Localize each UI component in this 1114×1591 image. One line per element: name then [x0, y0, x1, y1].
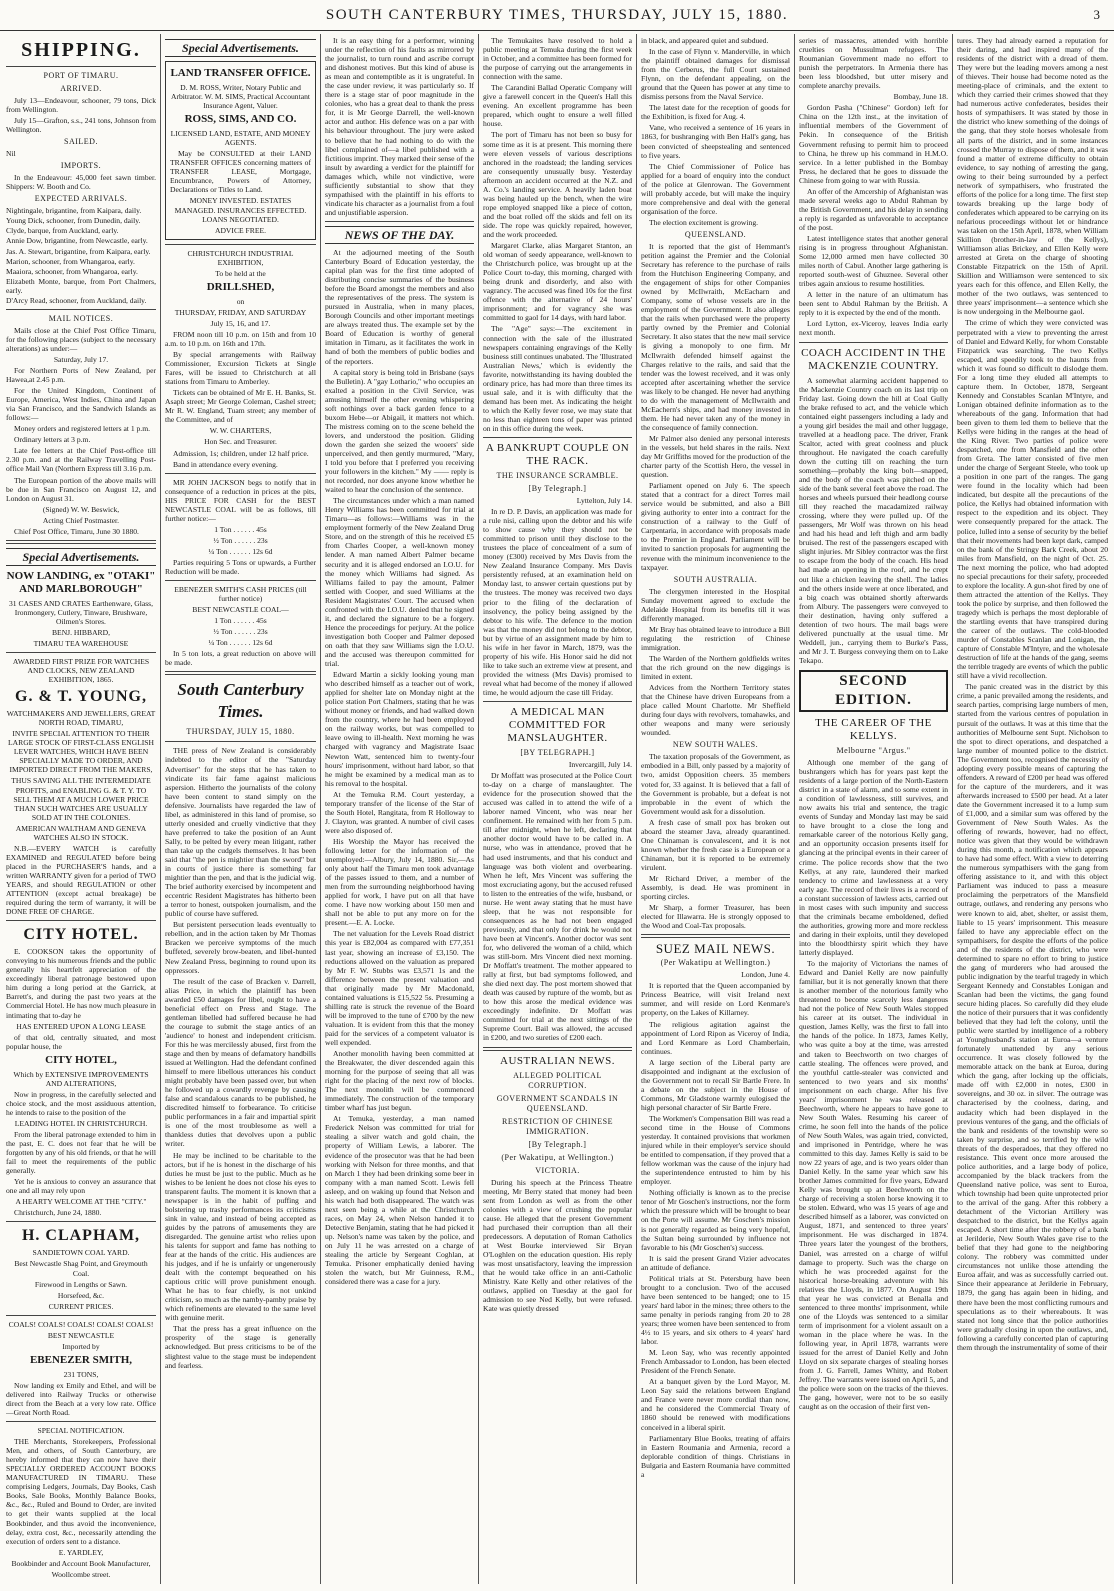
article-heading: SUEZ MAIL NEWS. [655, 941, 776, 957]
ad-text: Band in attendance every evening. [173, 459, 278, 469]
price-row: ¼ Ton . . . . . . 12s 6d [208, 638, 273, 648]
mail-text: Ordinary letters at 3 p.m. [14, 435, 91, 445]
article-text: The religious agitation against the appointment of Lord Ripon as Viceroy of India, and Lord Kenmare as Lord Chamberlain, continues. [641, 1019, 790, 1056]
dateline: Invercargill, July 14. [568, 760, 632, 770]
editorial-text: It is an easy thing for a performer, winning under the reflection of his faults as mirrored by the journalist, to turn round and ascribe corrupt and dishonest motives. But this kind of abuse is as mean and contemptible as it is ungrateful. In the case under review, it was particularly so. If there is a stage star of poor magnitude in the colonies, who has a great deal to thank the press for, it is Mr George Darrell, the well-known actor and author. His defence was on a par with his behaviour throughout. The jury were asked to believe that he had nothing to do with the libel complained of—a libel published with a fictitious imprint. They marked their sense of the insult by awarding a verdict for the plaintiff for damages which, while not vindictive, were sufficiently substantial to show that they sympathised with the plaintiff in his efforts to vindicate his character as a journalist from a foul and unjustifiable aspersion. [325, 36, 474, 217]
ad-text: May be CONSULTED at their LAND TRANSFER OFFICES concerning matters of TRANSFER LEASE, Mortgage, Encumbrance, Powers of Attorney, Declarations or Titles to Land. [170, 149, 311, 195]
expected-label: EXPECTED ARRIVALS. [34, 194, 128, 204]
article-text: Mr Sharp, a former Treasurer, has been elected for Illawarra. He is strongly opposed to the Wood and Coal-Tax proposals. [641, 903, 790, 931]
ad-text: on [236, 296, 245, 306]
mail-signature: Chief Post Office, Timaru, June 30 1880. [14, 526, 139, 536]
land-transfer-ad [165, 61, 316, 240]
editorial-text: THE press of New Zealand is considerably indebted to the editor of the "Saturday Advertiser" for the steps that he has taken to vindicate its fair fame against malicious aspersion. Hitherto the journalists of the colony have been content to stand simply on the defensive. Journalists have regarded the law of libel, as administered in this land of promise, so utterly onesided and cruelly vindictive that they have preferred to take the position of an Aunt Sally, to be pelted by every mean litigant, rather than take up the cudgels themselves. It has been said that "the pen is mightier than the sword" but in courts of justice there is something far mightier than the pen, and that is the judicial wig. The brief authority exercised by incompetent and eccentric Resident Magistrates has hitherto been a terror to honest, outspoken journalism, and the public of course have suffered. [165, 746, 316, 919]
ad-text: WATCHMAKERS AND JEWELLERS, GREAT NORTH ROAD, TIMARU, [6, 709, 156, 728]
divider [165, 580, 316, 581]
article-text: The Chief Commissioner of Police has applied for a board of enquiry into the conduct of the police at Glenrowan. The Government will probably accede, but will make the inquiry more comprehensive and deal with the general organisation of the force. [641, 161, 790, 216]
expected-entry: Marion, schooner, from Whangaroa, early. [6, 256, 135, 266]
sailed-entry: Nil [6, 149, 16, 159]
article-text: Although one member of the gang of bushrangers which has for years past kept the residents of a large portion of the North-Eastern district in a state of alarm, and to some extent in a condition of lawlessness, still survives, and now awaits his trial and sentence, the tragic events of Sunday and Monday last may be said to have brought to a close the long and remarkable career of the notorious Kelly gang, and an opportunity occasion presents itself for glancing at the principal events in their career of crime. The police records show that the two Kellys, at any rate, laundered their marked tendency to crime and lawlessness at a very early age. The record of their lives is a record of a constant succession of lawless acts, carried out in most cases with such impunity and success that the criminals became emboldened, defied the authorities, growing more and more reckless and daring in their exploits, until they developed into the bloodthirsty spirit which they have latterly displayed. [799, 758, 948, 957]
column-rule [636, 34, 637, 1584]
mail-text: Late fee letters at the Chief Post-office till 2.30 p.m. and at the Railway Travelling Post-office Mail Van (Northern Express till 3.16 p.m. [6, 446, 156, 474]
expected-entry: D'Arcy Read, schooner, from Auckland, daily. [6, 295, 147, 305]
ad-date: Christchurch, June 24, 1880. [14, 1208, 102, 1218]
news-item: The Carandini Ballad Operatic Company will give a farewell concert in the Queen's Hall this evening. An excellent programme has been prepared, which ought to ensure a well filled house. [483, 83, 632, 129]
ad-signature: TIMARU TEA WAREHOUSE [33, 638, 129, 648]
ad-name: EBENEZER SMITH, [29, 1353, 133, 1366]
ad-text: N.B.—EVERY WATCH is carefully EXAMINED and REGULATED before being placed in the PURCHASER'S hands, and a written WARRANTY given for a period of TWO YEARS, and should REGULATION or other ATTENTION (except actual breakage) be required during the term of warranty, it will be DONE FREE OF CHARGE. [6, 843, 156, 917]
ad-text: Which by EXTENSIVE IMPROVEMENTS AND ALTERATIONS, [13, 1069, 149, 1088]
expected-entry: Elizabeth Monte, barque, from Port Chalmers, early. [6, 276, 156, 295]
news-item: The Temukaites have resolved to hold a public meeting at Temuka during the first week in October, and a committee has been formed for the purpose of carrying out the arrangements in connection with the same. [483, 36, 632, 82]
news-item: The port of Timaru has not been so busy for some time as it is at present. This morning there were eleven vessels of various descriptions anchored in the roadstead; the landing services are consequently unusually busy. Yesterday afternoon an accident occurred at the N.Z. and A. Co.'s landing service. A heavily laden boat was being hauled up the bench, when the wire rope employed snapped like a piece of cotton, and the boat rolled off the skids and fell on its side. The rope was quickly repaired, however, and the work proceeded. [483, 130, 632, 239]
expected-entry: Young Dick, schooner, from Dunedin, daily. [6, 216, 141, 226]
ad-title: COALS! COALS! COALS! COALS! COALS! [8, 1319, 154, 1329]
ad-text: 31 CASES AND CRATES Earthenware, Glass, Ironmongery, Cutlery, Tinware, Brushware, Oilmen's Stores. [8, 598, 154, 626]
editorial-text: He may be inclined to be charitable to the actors, but if he is honest in the discharge of his duties he must be just to the public. Much as he wishes to be lenient he does not close his eyes to transparent faults. The moment it is known that a newspaper is in the habit of puffing and bolstering up trashy performances its criticisms sink in value, and instead of being accepted as guides by the patrons of amusements they are disregarded. The genuine artist who relies upon his talents for support and fame has nothing to fear at the hands of the critic. His audiences are his judges, and if he is unfairly or ungenerously dealt with the contempt bequeathed on his captious critic will prove punishment enough. What he has to fear chiefly, is not unkind criticism, so much as the namby-pamby praise by which refinements are elevated to the same level with genuine merit. [165, 1150, 316, 1323]
article-text: Mr Richard Driver, a member of the Assembly, is dead. He was prominent in sporting circles. [641, 873, 790, 902]
divider [6, 66, 156, 67]
article-text: The panic created was in the district by this crime, a panic prevailed among the residents, and search parties, comprising large numbers of men, started from the various centres of population in pursuit of the outlaws. It was at this time that the authorities of Melbourne sent Supt. Nicholson to the spot to direct operations, and despatched a large number of mounted police to the district. The Government too, recognised the necessity of adopting every possible means of capturing the offenders. A reward of £200 per head was offered for the capture of the murderers, and it was afterwards increased to £500 per head. At a later date the Government increased it to a lump sum of £1,000, and a similar sum was offered by the Government of New South Wales. As the offering of rewards, however, had no effect, notice was given that they would be withdrawn during this month, a notification which appears to have had some effect. With a view to deterring the numerous sympathisers with the gang from offering assistance to it, and with this object Parliament was induced to pass a measure proclaiming the perpetrators of the Mansfield outrage, outlaws, and rendering any persons who were known to aid, abet, shelter, or assist them, liable to 15 years' imprisonment. This measure failed to have any appreciable effect on the sympathisers, for despite the efforts of the police and of the residents of the district, who were determined to spare no effort to bring to justice the gang of murderers who had aroused the public indignation by the tearful tragedy in which Sergeant Kennedy and Constables Lonigan and Scanlan had been the victims, the gang found secure hiding places. So carefully did they elude the notice of their pursuers that it was confidently believed that they had left the colony, until the public were startled by intelligence of a robbery at Younghusband's station at Euroa—a venture fortunately unattended by any serious occurrence. It was closely followed by the memorable attack on the bank at Euroa, during which the gang, after locking up the officials, made off with £2,000 in notes, £300 in sovereigns, and 30 oz. in silver. The outrage was characterised by the coolness, daring, and audacity which had been displayed in the previous ventures of the gang, and the officials of the bank and residents of the township were so taken by surprise, and so terrified by the wild threats of the desperadoes, that they offered no resistance. This event once more aroused the police authorities, and a large body of police, accompanied by the black trackers from the Queensland native police, was sent to Euroa, which township had been quite unprotected prior to the arrival of the gang. After this robbery a detachment of the Victorian Artillery was despatched to the district, but the Kellys again escaped. A short time after the robbery of a bank at Jerilderie, New South Wales gave rise to the belief that they had gone to the neighboring colony. The robbery was committed under circumstances not unlike those attending the Euroa affair, and was as successfully carried out. Since their appearance at Jerilderie in February, 1879, the gang has again been in hiding, and there have been the most conflicting rumours and speculations as to their whereabouts. It was stated not long since that the police authorities were gradually closing in upon the outlaws, and, following a carefully concerted plan of capturing them through the instrumentality of some of their [957, 682, 1108, 1352]
article-subheading: RESTRICTION OF CHINESE IMMIGRATION. [501, 1116, 613, 1136]
ad-text: By special arrangements with Railway Commissioner, Excursion Tickets at Single Fares, will be issued to Christchurch at all stations from Timaru to Amberley. [165, 350, 316, 387]
ad-text: DRILLSHED, [206, 280, 275, 293]
article-text: A large section of the Liberal party are disappointed and indignant at the exclusion of the Government not to recall Sir Bartle Frere. In a debate on the subject in the House of Commons, Mr Gladstone warmly eulogised the high personal character of Sir Bartle Frere. [641, 1057, 790, 1112]
news-item: The circumstances under which a man named Henry Williams has been committed for trial at Timaru—as follows:—Williams was in the employment formerly of the New Zealand Drug Store, and on the strength of this he received £5 from Charles Cooper, a well-known money lender. A man named Albert Palmer became security and it is alleged endorsed an I.O.U. for the money which Williams had signed. As Williams failed to pay the amount, Palmer settled with Cooper, and sued Williams at the Resident Magistrates' Court. The accused when confronted with the I.O.U. denied that he signed it, and declared the signature to be a forgery. Hence the proceedings for perjury. At the police investigation both Cooper and Palmer deposed on oath that they saw Williams sign the I.O.U. and the accused was thereupon committed for trial. [325, 496, 474, 669]
news-item: At the adjourned meeting of the South Canterbury Board of Education yesterday, the capital plan was for the first time adopted of distributing concise summaries of the business before the Board amongst the members and also the representatives of the press. The system is pursued in Australia, when in many places, Borough Councils and other important meetings are always treated thus. The example set by the Board of Education is worthy of general imitation in Timaru, as it facilitates the work in hand of both the members of public bodies and of the reporters. [325, 247, 474, 366]
ad-text: LICENSED LAND, ESTATE, AND MONEY AGENTS. [170, 129, 311, 148]
article-text: A fresh case of small pox has broken out aboard the steamer Java, already quarantined. One Chinaman is convalescent, and it is not known whether the fresh case is a European or a Chinaman, but it is reported to be extremely virulent. [641, 817, 790, 872]
expected-entry: Maaiora, schooner, from Whangaroa, early. [6, 266, 138, 276]
ad-signature: Hon Sec. and Treasurer. [204, 437, 277, 447]
section-heading: QUEENSLAND. [684, 229, 747, 239]
article-text: Dr Moffatt was prosecuted at the Police Court to-day on a charge of manslaughter. The evidence for the prosecution showed that the accused was called in to attend the wife of a laborer named Vincent, who was near her confinement. He remained with her from 5 p.m. till after midnight, when he left, declaring that another doctor would have to be called in. A nurse, who was in attendance, proved that he had used instruments, and that his conduct and language was both violent and overbearing. When he left, Mrs Vincent was suffering the most excruciating agony, but the accused refused to listen to the entreaties of the wife, husband, or nurse. He went away stating that he must have sleep, that he was not responsible for consequences as he had not been engaged previously, and that only for drink he would not have been at Vincent's. Another doctor was sent for, who delivered the woman of a child, which was still-born. Mrs Vincent died next morning. Dr Moffatt's treatment. The mother appeared to rally at first, but bad symptoms followed, and she died next day. The post mortem showed that death was caused by rupture of the womb, but as to how this arose the medical evidence was exceedingly indefinite. Dr Moffatt was committed for trial at the next sittings of the Supreme Court. Bail was allowed, the accused in £200, and two sureties of £200 each. [483, 771, 632, 1043]
expected-entry: Annie Dow, brigantine, from Newcastle, early. [6, 236, 148, 246]
ad-text: Tickets can be obtained of Mr E. H. Banks, St. Asaph street; Mr George Coleman, Cashel street; Mr R. W. England, Tuam street; any member of the Committee, and of [165, 388, 316, 425]
article-text: An offer of the Amcership of Afghanistan was made several weeks ago to Abdul Rahman by the British Government, and his delay in sending a reply is regarded as unfavorable to acceptance of the post. [799, 186, 948, 232]
ad-text: BEST NEWCASTLE [47, 1330, 115, 1340]
article-heading: COACH ACCIDENT IN THE MACKENZIE COUNTRY. [801, 346, 946, 372]
mail-text: The European portion of the above mails will be due in San Francisco on August 12, and London on August 31. [6, 475, 156, 503]
article-text: The election excitement is growing. [649, 217, 759, 227]
ad-title: SPECIAL NOTIFICATION. [37, 1426, 125, 1436]
source-note: Melbourne "Argus." [836, 746, 911, 755]
price-row: ½ Ton . . . . . . 23s [213, 535, 268, 545]
column-2 [165, 36, 316, 1584]
column-rule [478, 34, 479, 1584]
ad-text: Yet he is anxious to convey an assurance that one and all may rely upon [6, 1177, 156, 1196]
section-heading: VICTORIA. [535, 1165, 580, 1175]
ad-text: BEST NEWCASTLE COAL— [192, 605, 289, 615]
divider [165, 741, 316, 742]
mail-text: For Northern Ports of New Zealand, per Hawea,at 2.45 p.m. [6, 365, 156, 385]
divider [325, 221, 474, 222]
ad-text: In 5 ton lots, a great reduction on above will be made. [165, 649, 316, 668]
article-text: The crime of which they were convicted was perpetrated with a view to preventing the arrest of Daniel and Edward Kelly, for whom Constable Fitzpatrick was searching. The two Kellys escaped, and speedily took to the haunts from which it was found so difficult to dislodge them. For a long time they eluded all attempts to capture them. In October, 1878, Sergeant Kennedy and Constables Scanlan M'Intyre, and Lonigan obtained definite information as to the whereabouts of the gang. Information that had been given to them led them to believe that the Kellys were hiding in the ranges at the head of the King River. Two parties of police were despatched, one from Mansfield and the other from Greta. The latter consisted of five men under the charge of Sergeant Steele, who took up a position in one part of the ranges. The gang were found in the locality which had been indicated, but despite all the precautions of the police, the Kellys had obtained information with respect to the expedition and its object. They were consequently prepared for the attack. The police, lulled into a sense of security by the belief that their movements had been kept dark, camped on the bank of the Stringy Bark Creek, about 20 miles from Mansfield, on the night of Oct. 25. The next morning the police, who had adopted no special precautions for their safety, proceeded to explore the locality. A gun-shot fired by one of them attracted the attention of the Kellys. They took the police by surprise, and then followed the tragedy which is perhaps the most deplorable of the startling events that have transpired during the career of the outlaws. The cold-blooded murder of Constables Scanlan and Lonigan, the capture of Constable M'Intyre, and the wholesale destruction of life at the hands of the gang, seems the terrible tragedy are events of which the public still have a vivid recollection. [957, 318, 1108, 681]
news-item: Margaret Clarke, alias Margaret Stanton, an old woman of seedy appearance, well-known to the Christchurch police, was brought up at the Police Court to-day, this morning, charged with being drunk and disorderly, and also with vagrancy. The accused was fined 10s for the first offence with the alternative of 24 hours' imprisonment; and for vagrancy she was committed to gaol for 14 days, with hard labor. [483, 241, 632, 323]
ad-title: CITY HOTEL. [23, 926, 139, 944]
article-text: Parliamentary Blue Books, treating of affairs in Eastern Roumania and Armenia, record a deplorable condition of things. Christians in Bulgaria and Eastern Roumania have committed a [641, 1433, 790, 1479]
article-text: A somewhat alarming accident happened to the Mackenzie Country coach on its last trip on Friday last. Going down the hill at Coal Gully the brake refused to act, and the vehicle which contained eight passengers including a lady and a young girl besides the mail and other luggage, travelled at a headlong pace. The driver, Frank Scaltor, acted with great coolness and pluck throughout. He navigated the coach carefully down the cutting till on reaching the turn something—probably the king bolt—snapped, and the body of the coach was pitched on the side of the bank several feet above the road. The horses and wheels pursued their headlong course till they reached the macadamized railway crossing, where they were pulled up. Of the passengers, Mr Wolf was thrown on his head and had his head and left thigh and arm badly bruised. The rest of the passengers escaped with slight injuries. Mr Sibley contractor was the first to escape from the body of the coach. His head had made an opening in the roof, and he crept out like a chicken leaving the shell. The ladies and the others inside were at once liberated, and a big coach was obtained shortly afterwards from Albury. The passengers were conveyed to their destination, having only suffered a detention of two hours. The mail bags were delivered punctually at the usual time. Mr Weddell, jun., carrying them to Burke's Pass, and Mr J. T. Burgess conveying them on to Lake Tekapo. [799, 375, 948, 665]
import-entry: In the Endeavour: 45,000 feet sawn timber. Shippers: W. Booth and Co. [6, 173, 156, 192]
column-5 [641, 36, 790, 1584]
mail-text: Mails close at the Chief Post Office Timaru, for the following places (subject to the necessary alterations) as under:— [6, 325, 156, 353]
article-text: The taxation proposals of the Government, as embodied in a Bill, only passed by a majority of two, amidst Opposition cheers. 35 members voted for, 33 against. It is believed that a fall of the Government is probable, but a defeat is not improbable in the event of which the Government would ask for a dissolution. [641, 752, 790, 816]
arrival-entry: July 13—Endeavour, schooner, 79 tons, Dick from Wellington. [6, 96, 156, 115]
second-edition-banner: SECOND EDITION. [799, 670, 948, 712]
article-text: To the majority of Victorians the names of Edward and Daniel Kelly are now painfully familiar, but it is not generally known that there is another member of the notorious family who threatened to become scarcely less dangerous had not the police of New South Wales stopped his career at its outset. The individual in question, James Kelly, was the first to fall into the hands of the police. In 1873, James Kelly, who was quite a boy at the time, was arrested and taken to Beechworth on two charges of cattle stealing. The offences were proved, and the youthful cattle-stealer was convicted and sentenced to two years and six months' imprisonment on each charge. After his five years' imprisonment he was released at Beechworth, where he appears to have gone to New South Wales. Resuming his career of crime, he soon fell into the hands of the police of New South Wales, was again tried, convicted, and imprisoned in Pentridge, where he was committed to this day. James Kelly is said to be now 22 years of age, and is two years older than Daniel Kelly. In the same year which saw his brother James committed for five years, Edward Kelly was brought up at Beechworth on the charge of receiving a stolen horse knowing it to be stolen. Edward, who was 15 years of age and described himself as a laborer, was convicted on August, 1871, and sentenced to three years' imprisonment. He was discharged in 1874. Three years later the youngest of the brothers, Daniel, was arrested on a charge of wilful damage to property. Such was the charge on which he was proceeded against for the historical horse-breaking adventure with his relatives the Lloyds, in 1877. On August 19th that year he was convicted at Benalla and sentenced to three months' imprisonment, while one of the Lloyds was sentenced to a similar term of imprisonment for a violent assault on a woman in the place where he was. In the following year, in April 1878, warrants were issued for the arrest of Daniel Kelly and John Lloyd on six separate charges of stealing horses from J. G. Farrell, James Whitty, and Robert Jeffrey. The warrants were issued on April 5, and the police were soon on the tracks of the thieves. The gang, however, were not to be so easily caught as on the occasion of their first ven- [799, 959, 948, 1412]
via-note: (Per Wakatipu at Wellington.) [660, 958, 771, 968]
ad-text: A HEARTY WELCOME AT THE "CITY." [15, 1197, 147, 1207]
price-row: 1 Ton . . . . . . 45s [214, 524, 267, 534]
masthead [0, 0, 1114, 31]
article-text: Mr Bray has obtained leave to introduce a Bill regulating the restriction of Chinese immigration. [641, 624, 790, 652]
ad-text: Admission, 1s; children, under 12 half price. [173, 448, 309, 458]
section-heading: NEW SOUTH WALES. [672, 740, 759, 750]
ad-text: E. COOKSON takes the opportunity of conveying to his numerous friends and the public generally his heartfelt appreciation of the exceedingly liberal patronage bestowed upon him during a long period at the Garrick, at Barrett's, and during the past two years at the Commercial Hotel. He has now much pleasure in intimating that to-day he [6, 947, 156, 1020]
ad-text: AMERICAN WALTHAM AND GENEVA WATCHES ALSO IN STOCK. [15, 823, 147, 842]
article-text: At a banquet given by the Lord Mayor, M. Leon Say said the relations between England and France were never more cordial than now, and he considered the Commercial Treaty of 1860 should be renewed with modifications conceived in a liberal spirit. [641, 1377, 790, 1432]
ad-text: INVITE SPECIAL ATTENTION TO THEIR LARGE STOCK OF FIRST-CLASS ENGLISH LEVER WATCHES, WHICH HAVE BEEN SPECIALLY MADE TO ORDER, AND IMPORTED DIRECT FROM THE MAKERS, [8, 729, 154, 775]
ad-text: July 15, 16, and 17. [210, 318, 271, 328]
article-text: Latest intelligence states that another general rising is in progress throughout Afghanistan. Some 12,000 armed men have collected 30 miles north of Cabul. Another large gathering is reported south-west of Ghuznee. Several other tribes again anxious to resume hostilities. [799, 233, 948, 289]
divider [483, 1047, 632, 1051]
ad-text: FROM noon till 10 p.m. on 15th and from 10 a.m. to 10 p.m. on 16th and 17th. [165, 329, 316, 348]
ad-text: MONEY INVESTED. ESTATES MANAGED. INSURANCES EFFECTED. LOANS NEGOTIATED. [174, 196, 307, 224]
ad-text: From the liberal patronage extended to him in the past, E. C. does not fear that he will be forgotten by any of his old friends, or that he will fail to meet the requirements of the public generally. [6, 1129, 156, 1176]
mail-text: Saturday, July 17. [53, 354, 109, 364]
article-text: It is reported that the Queen accompanied by Princess Beatrice, will visit Ireland next summer, and will reside on Lord Kenmare's property, on the Lakes of Killarney. [641, 981, 790, 1018]
article-heading: A BANKRUPT COUPLE ON THE RACK. [485, 442, 630, 468]
ad-text: Parties requiring 5 Tons or upwards, a Further Reduction will be made. [165, 557, 316, 577]
divider [483, 437, 632, 438]
article-text: Mr Palmer also denied any personal interests in the vessels, but held shares in the rails. Next day Mr Griffiths moved for the production of the charter party of the Scottish Hero, the vessel in question. [641, 433, 790, 480]
ad-name: G. & T. YOUNG, [15, 688, 147, 706]
price-row: 1 Ton . . . . . . 45s [214, 616, 267, 626]
column-rule [160, 34, 161, 1584]
ad-title: CHRISTCHURCH INDUSTRIAL EXHIBITION, [187, 248, 294, 267]
article-text: It is reported that the gist of Hemmant's petition against the Premier and the Colonial Secretary has reference to the purchase of rails from the Hutchison Engineering Company, and the engagement of ships for other Companies owned by McIlwraith, McEacharn and Company, some of whose vessels are in the employment of the Government. It also alleges that the rails when purchased were the property partly owned by the Premier and Colonial Secretary. It also states that the new mail service is giving a monopoly to one firm. Mr McIlwraith defended himself against the Charges relative to the rails, and said that the tender was the lowest received, and it was only accepted after ascertaining whether the service was likely to be changed. He never had anything to do with the management of McIlwraith and McEachern's ships, and had money invested in them. He had never taken any of the money in the consequence of family connection. [641, 241, 790, 432]
newspaper-nameplate: South Canterbury Times. [177, 680, 304, 722]
ad-text: CURRENT PRICES. [48, 1301, 114, 1311]
divider [165, 671, 316, 675]
news-heading: NEWS OF THE DAY. [325, 226, 474, 244]
price-row: ½ Ton . . . . . . 23s [213, 627, 268, 637]
divider [6, 309, 156, 310]
port-heading: PORT OF TIMARU. [43, 71, 119, 80]
mail-text: Money orders and registered letters at 1 p.m. [14, 424, 151, 434]
ad-text: Now in progress, in the carefully selected and choice stock, and the most assiduous attention, he intends to raise to the position of the [6, 1089, 156, 1117]
mail-text: For the United Kingdom, Continent of Europe, America, West Indies, China and Japan via San Francisco, and the Sandwich Islands as follows:— [6, 386, 156, 423]
ad-title: NOW LANDING, ex "OTAKI" AND MARLBOROUGH" [6, 569, 156, 595]
ad-title: EBENEZER SMITH'S CASH PRICES (till further notice) [174, 585, 307, 604]
column-7 [957, 36, 1108, 1584]
ad-text: of that old, centrally situated, and most popular house, the [6, 1032, 156, 1051]
ad-text: LEADING HOTEL IN CHRISTCHURCH. [14, 1118, 148, 1128]
ad-text: Horsefeed, &c. [57, 1290, 105, 1300]
page-number: 3 [1093, 7, 1100, 22]
column-rule [952, 34, 953, 1584]
article-text: Vane, who received a sentence of 16 years in 1863, for bushranging with Ben Hall's gang, has been convicted of sheepstealing and sentenced to five years. [641, 123, 790, 160]
article-text: Nothing officially is known as to the precise tenor of Mr Goschen's instructions, nor the form which the pressure which will be brought to bear on the Porte will assume. Mr Goschen's mission is not generally regarded as being very hopeful, the Sultan being surrounded by influence not favorable to his (Mr Goschen's) success. [641, 1188, 790, 1252]
shipping-heading: SHIPPING. [21, 39, 141, 61]
article-text: In re D. P. Davis, an application was made for a rule nisi, calling upon the debtor and his wife to show cause why they should not be committed to prison until they disclose to the trustees the place of concealment of a sum of money (£300) received by Mrs Davis from the New Zealand Insurance Company. Mrs Davis persistently refused, at an examination held on Monday last, to answer certain questions put by the trustees. The money was received two days prior to the filing of the declaration of insolvency, the policy being assigned by the debtor to his wife. The defence to the motion was that the money did not belong to the debtor, but by virtue of an assignment made by him to his wife in her favor in March, 1879, was the property of his wife. His Honor said he did not like to take such an extreme view at present, and provided the witness (Mrs Davis) promised to reveal what had become of the money if allowed time, he would adjourn the case till Friday. [483, 507, 632, 697]
expected-entry: Nightingale, brigantine, from Kaipara, daily. [6, 206, 142, 216]
article-text: During his speech at the Princess Theatre meeting, Mr Berry stated that money had been sent from London as well as from the other colonies with a view of crushing the popular cause. He alleged that the present Government had purchased their corruption than all their predecessors. A deputation of Roman Catholics at West Bourke interviewed Sir Bryan O'Loghlen on the education question. His reply was most unsatisfactory, leaving the impression that he would take office in an anti-Catholic Ministry. Kate Kelly and other relatives of the outlaws, applied on Tuesday at the gaol for admission to see Ned Kelly, but were refused. Kate was quietly dressed [483, 1177, 632, 1314]
divider [6, 1421, 156, 1422]
ad-text: To be held at the [215, 268, 266, 278]
article-text: In the case of Flynn v. Manderville, in which the plaintiff obtained damages for dismissal from the Cerberus, the full Court sustained Flynn, on the defendant appealing, on the ground that the Queen has power at any time to dismiss persons from the Naval Service. [641, 47, 790, 102]
ad-title: LAND TRANSFER OFFICE. [170, 67, 311, 79]
article-text: Political trials at St. Petersburg have been brought to a conclusion. Two of the accused have been sentenced to be hanged; one to 15 years' hard labor in the mines; three others to the same penalty in periods ranging from 20 to 28 years; three women have been sentenced to from 4½ to 15 years, and six others to 4 years' hard labor. [641, 1273, 790, 1347]
article-text: series of massacres, attended with horrible cruelties on Mussulman refugees. The Roumanian Government made no effort to punish the perpetrators. In Armenia there has been less bloodshed, but utter misery and complete anarchy prevails. [799, 36, 948, 91]
telegraph-note: [BY TELEGRAPH.] [520, 748, 595, 758]
divider [641, 934, 790, 938]
divider [483, 701, 632, 702]
news-item: The net valuation for the Levels Road district this year is £82,004 as compared with £77,351 last year, showing an increase of £3,150. The reductions allowed on the valuation as prepared by Mr F. W. Stubbs was £3,571 1s and the difference between the present valuation and that originally made by Mr Macdonald, contained valuations is £15,522 5s. Presuming a shilling rate is struck the revenue of the Board will be improved to the tune of £700 by the new valuation. It is evident from this that the money paid for the services of a competent valuator is well expended. [325, 929, 474, 1047]
arrived-label: ARRIVED. [60, 84, 102, 93]
column-4 [483, 36, 632, 1584]
divider [799, 342, 948, 343]
ad-text: Now landing ex Emily and Ethel, and will be delivered into Railway Trucks or otherwise direct from the Beach at a very low rate. Office—Great North Road. [6, 1380, 156, 1418]
via-note: (Per Wakatipu, at Wellington.) [501, 1152, 614, 1162]
article-text: The clergymen interested in the Hospital Sunday movement agreed to exclude the Adelaide Hospital from its benefits till it was differently managed. [641, 586, 790, 623]
divider [165, 473, 316, 474]
ad-title: H. CLAPHAM, [21, 1227, 141, 1245]
news-item: Another monolith having been committed at the Breakwater, the diver descended again this morning for the purpose of seeing that all was right for the placing of the next row of blocks. The next monolith will be commenced immediately. The construction of the temporary timber wharf has just begun. [325, 1049, 474, 1113]
ad-signature: Bookbinder and Account Book Manufacturer, [11, 1558, 151, 1568]
ad-text: ADVICE FREE. [214, 225, 267, 235]
article-text: It is said the present Grand Vizier advocates an attitude of defiance. [641, 1253, 790, 1272]
news-item: At the Temuka R.M. Court yesterday, a temporary transfer of the license of the Star of the South Hotel, Rangitata, from R Holloway to J. Clayton, was granted. A number of civil cases were also disposed of. [325, 789, 474, 835]
divider [6, 1221, 156, 1222]
ad-signature: BENJ. HIBBARD, [51, 627, 110, 637]
column-rule [794, 34, 795, 1584]
divider [6, 652, 156, 653]
article-text: Lord Lytton, ex-Viceroy, leaves India early next month. [799, 319, 948, 338]
column-3 [325, 36, 474, 1584]
ad-text: THURSDAY, FRIDAY, AND SATURDAY [174, 307, 307, 317]
article-text: A letter in the nature of an ultimatum has been sent to Abdul Rahman by the British. A reply to it is expected by the end of the month. [799, 290, 948, 318]
arrival-entry: July 15—Grafton, s.s., 241 tons, Johnson from Wellington. [6, 116, 156, 135]
article-text: Parliament opened on July 6. The speech stated that a contract for a direct Torres mail service would be submitted, and also a Bill giving authority to enter into a contract for the construction of a railway to the Gulf of Carpentaria, in accordance with proposals made to the Premier in England. Parliament will be invited to sanction proposals for augmenting the revenue with the minimum inconvenience to the taxpayer. [641, 481, 790, 572]
divider [6, 1315, 156, 1316]
expected-entry: Jas. A. Stewart, brigantine, from Kaipara, early. [6, 246, 151, 256]
mail-signature: (Signed) W. W. Beswick, [42, 504, 120, 514]
ad-text: MR JOHN JACKSON begs to notify that in consequence of a reduction in prices at the pits, HIS PRICE FOR CASH for the BEST NEWCASTLE COAL will be as follows, till further notice:— [165, 477, 316, 523]
article-text: in black, and appeared quiet and subdued. [641, 36, 769, 45]
column-rule [320, 34, 321, 1584]
news-item: A capital story is being told in Brisbane (says the Bulletin). A "gay Lothario," who occupies an exalted a position in the Civil Service, was amusing himself the other evening whispering soft nothings over a back garden fence to a buxom Hebe—or Abigail, it matters not which. The mistress coming on to the scene beheld the lovers, and understood the position. Gliding down the garden she seized the wooers' side unperceived, and then gently murmured, "Mary, I told you before that I preferred you receiving your followers in the kitchen." My —— reply is not recorded, nor does anyone know whether he waited to hear the conclusion of the sentence. [325, 367, 474, 495]
divider [6, 920, 156, 921]
news-item: The "Age" says:—The excitement in connection with the sale of the illustrated newspapers containing engravings of the Kelly business still continues unabated. The 'Illustrated Australian News,' which is evidently the favorite, notwithstanding its having doubled the ordinary price, has had more than three times its usual sale, and it is with difficulty that the demand has been met. As indicating the height to which the Kelly fever rose, we may state that no less than eighteen tons of paper was printed on in this office during the week. [483, 324, 632, 433]
ad-text: THE Merchants, Storekeepers, Professional Men, and others, of South Canterbury, are hereby informed that they can now have their SPECIALLY ORDERED ACCOUNT BOOKS MANUFACTURED IN TIMARU. These comprising Ledgers, Journals, Day Books, Cash Books, Sale Books, Monthly Balance Books, &c., &c., Ruled and Bound to Order, are invited to get their wants supplied at the local Bookbinder, and thus avoid the inconvenience, delay, extra cost, &c., necessarily attending the execution of orders sent to a distance. [6, 1437, 156, 1546]
article-heading: AUSTRALIAN NEWS. [500, 1054, 615, 1067]
article-text: Gordon Pasha ("Chinese" Gordon) left for China on the 12th inst., at the invitation of influential members of the Government of Pekin. In consequence of the British Government refusing to permit him to proceed to China, he threw up his command in H.M.O. service. In a letter published in the Bombay Press, he declared that he goes to dissuade the Chinese from going to war with Russia. [799, 103, 948, 185]
special-ads-heading: Special Advertisements. [165, 39, 316, 57]
telegraph-note: [By Telegraph.] [528, 484, 587, 494]
ad-text: HAS ENTERED UPON A LONG LEASE [16, 1021, 146, 1031]
news-item: Edward Martin a sickly looking young man who described himself as a teacher out of work, applied for shelter late on Monday night at the police station Port Chalmers, stating that he was without money or friends, and had walked down from the country, where he had been employed on the railway works, but was compelled to leave owing to ill-health. Next morning he was charged with vagrancy and Magistrate Isaac Newton Watt, sentenced him to twenty-four hours' imprisonment, without hard labor, so that he might be examined by a medical man as to his removal to the hospital. [325, 670, 474, 788]
news-item: At Temuka, yesterday, a man named Frederick Nelson was committed for trial for stealing a silver watch and gold chain, the property of William Lewis, a laborer. The evidence of the prosecutor was that he had been working with Nelson for three months, and that on March 1 they had been drinking some beer in company with a man named Scott. Lewis fell asleep, and on waking up found that Nelson and his watch had both disappeared. The watch was next seen being a while at the Christchurch races, on May 24, when Nelson handed it to Detective Benjamin, stating that he had picked it up. Nelson's name was taken by the police, and on July 11 he was arrested on a charge of stealing the article by Sergeant Coghlan, at Temuka. Prisoner emphatically denied having stolen the watch, but Mr Guinness, R.M., considered there was a case for a jury. [325, 1114, 474, 1287]
article-text: The Warden of the Northern goldfields writes that the rich ground on the new diggings is limited in extent. [641, 653, 790, 682]
ad-title: AWARDED FIRST PRIZE FOR WATCHES AND CLOCKS, NEW ZEALAND EXHIBITION, 1865. [12, 657, 150, 685]
article-subheading: ALLEGED POLITICAL CORRUPTION. [513, 1070, 602, 1090]
ad-text: THUS SAVING ALL THE INTERMEDIATE PROFITS, and ENABLING G. & T. Y. TO SELL THEM AT A MUCH LOWER PRICE THAN SUCH WATCHES ARE USUALLY SOLD AT IN THE COLONIES. [11, 776, 151, 822]
price-row: ¼ Ton . . . . . . 12s 6d [208, 546, 273, 556]
article-text: M. Leon Say, who was recently appointed French Ambassador to London, has been elected President of the French Senate. [641, 1348, 790, 1376]
ad-text: 231 TONS, [63, 1369, 99, 1379]
editorial-text: But persistent persecution leads eventually to rebellion, and in the action taken by Mr Thomas Bracken we perceive symptoms of the much buffeted, severely brow-beaten, and libel-hunted New Zealand Press, beginning to round upon its oppressors. [165, 920, 316, 975]
ad-text: Best Newcastle Shag Point, and Greymouth Coal. [14, 1259, 148, 1278]
issue-date: THURSDAY, JULY 15, 1880. [186, 727, 295, 737]
mail-signature: Acting Chief Postmaster. [42, 515, 120, 525]
article-subheading: THE INSURANCE SCRAMBLE. [496, 471, 619, 481]
ad-text: SANDIETOWN COAL YARD. [32, 1248, 130, 1258]
dateline: London, June 4. [741, 970, 790, 980]
article-heading: A MEDICAL MAN COMMITTED FOR MANSLAUGHTER. [507, 706, 608, 745]
special-ads-heading: Special Advertisements. [6, 548, 156, 566]
ad-text: D. M. ROSS, Writer, Notary Public and Arbitrator. W. M. SIMS, Practical Accountant Insurance Agent, Valuer. [171, 83, 310, 111]
dateline: Lyttelton, July 14. [576, 496, 632, 506]
dateline: Bombay, June 18. [893, 92, 948, 102]
editorial-text: That the press has a great influence on the prosperity of the stage is generally acknowledged. But press criticisms to be of the slightest value to the stage must be independent and fearless. [165, 1324, 316, 1370]
article-heading: THE CAREER OF THE KELLYS. [815, 717, 932, 742]
article-text: The latest date for the reception of goods for the Exhibition, is fixed for Aug. 4. [641, 103, 790, 122]
divider [6, 540, 156, 544]
article-text: tures. They had already earned a reputation for their daring, and had inspired many of the residents of the district with a dread of them. They were but the leading movers among a nest of thieves. Their house had become noted as the meeting-place of criminals, and the extent to which they carried their crimes showed that they had numerous active confederates, besides their hosts of sympathisers. It was stated by those in the district who knew something of the doings of the gang, that they stole horses wholesale from all parts of the district, and in some instances crossed the Murray to dispose of them, and it was found a matter of extreme difficulty to obtain evidence, to say nothing of arresting the gang, owing to their being surrounded by a perfect network of sympathisers, who frustrated the efforts of the police for a long time. The first step towards breaking up the large body of confederates which appeared to be carrying on its nefarious proceedings without let or hindrance was taken on the 15th April, 1878, when William Skillion (brother-in-law of the Kellys), Williamson alias Brickey, and Ellen Kelly were arrested at Greta on the charge of shooting Constable Fitzpatrick on the 15th of April. Skillion and Williamson were sentenced to six years each for this offence, and Ellen Kelly, the mother of the two outlaws, was sentenced to three years' imprisonment—a sentence which she is now undergoing in the Melbourne gaol. [957, 36, 1108, 317]
column-6 [799, 36, 948, 1584]
telegraph-note: [By Telegraph.] [528, 1139, 587, 1149]
ad-text: Firewood in Lengths or Sawn. [34, 1279, 128, 1289]
ad-signature: W. W. CHARTERS, [209, 426, 272, 436]
editorial-text: The result of the case of Bracken v. Darrell, alias Price, in which the plaintiff has been awarded £50 damages for libel, ought to have a beneficial effect on Press and Stage. The gentleman libelled had suffered because he had the courage to submit the stage antics of an 'audience' to honest and independent criticism. For this he was mercilessly abused, first from the stage and then by means of defamatory handbills issued at Wellington. Had the defendant confined himself to mere libellous utterances his conduct might probably have been passed over, but when he followed up a cowardly revenge by causing false and scandalous canards to be published, he discredited himself to forbearance. To criticise public performances in a fair and impartial spirit is one of the most troublesome as well a thankless duties that devolves upon a public writer. [165, 976, 316, 1149]
article-subheading: GOVERNMENT SCANDALS IN QUEENSLAND. [496, 1093, 619, 1113]
imports-label: IMPORTS. [60, 161, 102, 171]
section-heading: SOUTH AUSTRALIA. [673, 574, 758, 584]
ad-text: CITY HOTEL, [45, 1053, 117, 1066]
ad-firm: ROSS, SIMS, AND CO. [184, 113, 297, 126]
page-title: SOUTH CANTERBURY TIMES, THURSDAY, JULY 15, 1880. [325, 7, 789, 23]
divider [165, 244, 316, 245]
article-text: Advices from the Northern Territory states that the Chinese have driven Europeans from a place called Mount Charlotte. Mr Sheffield during four days with revolvers, tomahawks, and other weapons and many were seriously wounded. [641, 683, 790, 738]
ad-text: Imported by [62, 1341, 100, 1351]
mail-heading: MAIL NOTICES. [48, 313, 114, 323]
article-text: The Workmen's Compensation Bill was read a second time in the House of Commons yesterday. It contained provisions that workmen injured while in their employer's service should be entitled to compensation, if they proved that a fellow workman was the cause of the injury had the superintendence entrusted to him by his employer. [641, 1113, 790, 1187]
ad-signature: E. YARDLEY, [58, 1547, 104, 1557]
column-1 [6, 36, 156, 1584]
news-item: His Worship the Mayor has received the following letter for the information of the unemployed:—Albury, July 14, 1880. Sir,—As only about half the Timaru men took advantage of the passes issued to them, and a number of men from the surrounding neighborhood having applied for work, I have put on all that have come. I have now working about 150 men and shall not be able to put any more on for the present.—E. A. Locke. [325, 836, 474, 928]
ad-signature: Woollcombe street. [51, 1569, 111, 1579]
expected-entry: Clyde, barque, from Auckland, early. [6, 226, 119, 236]
sailed-label: SAILED. [64, 137, 98, 147]
